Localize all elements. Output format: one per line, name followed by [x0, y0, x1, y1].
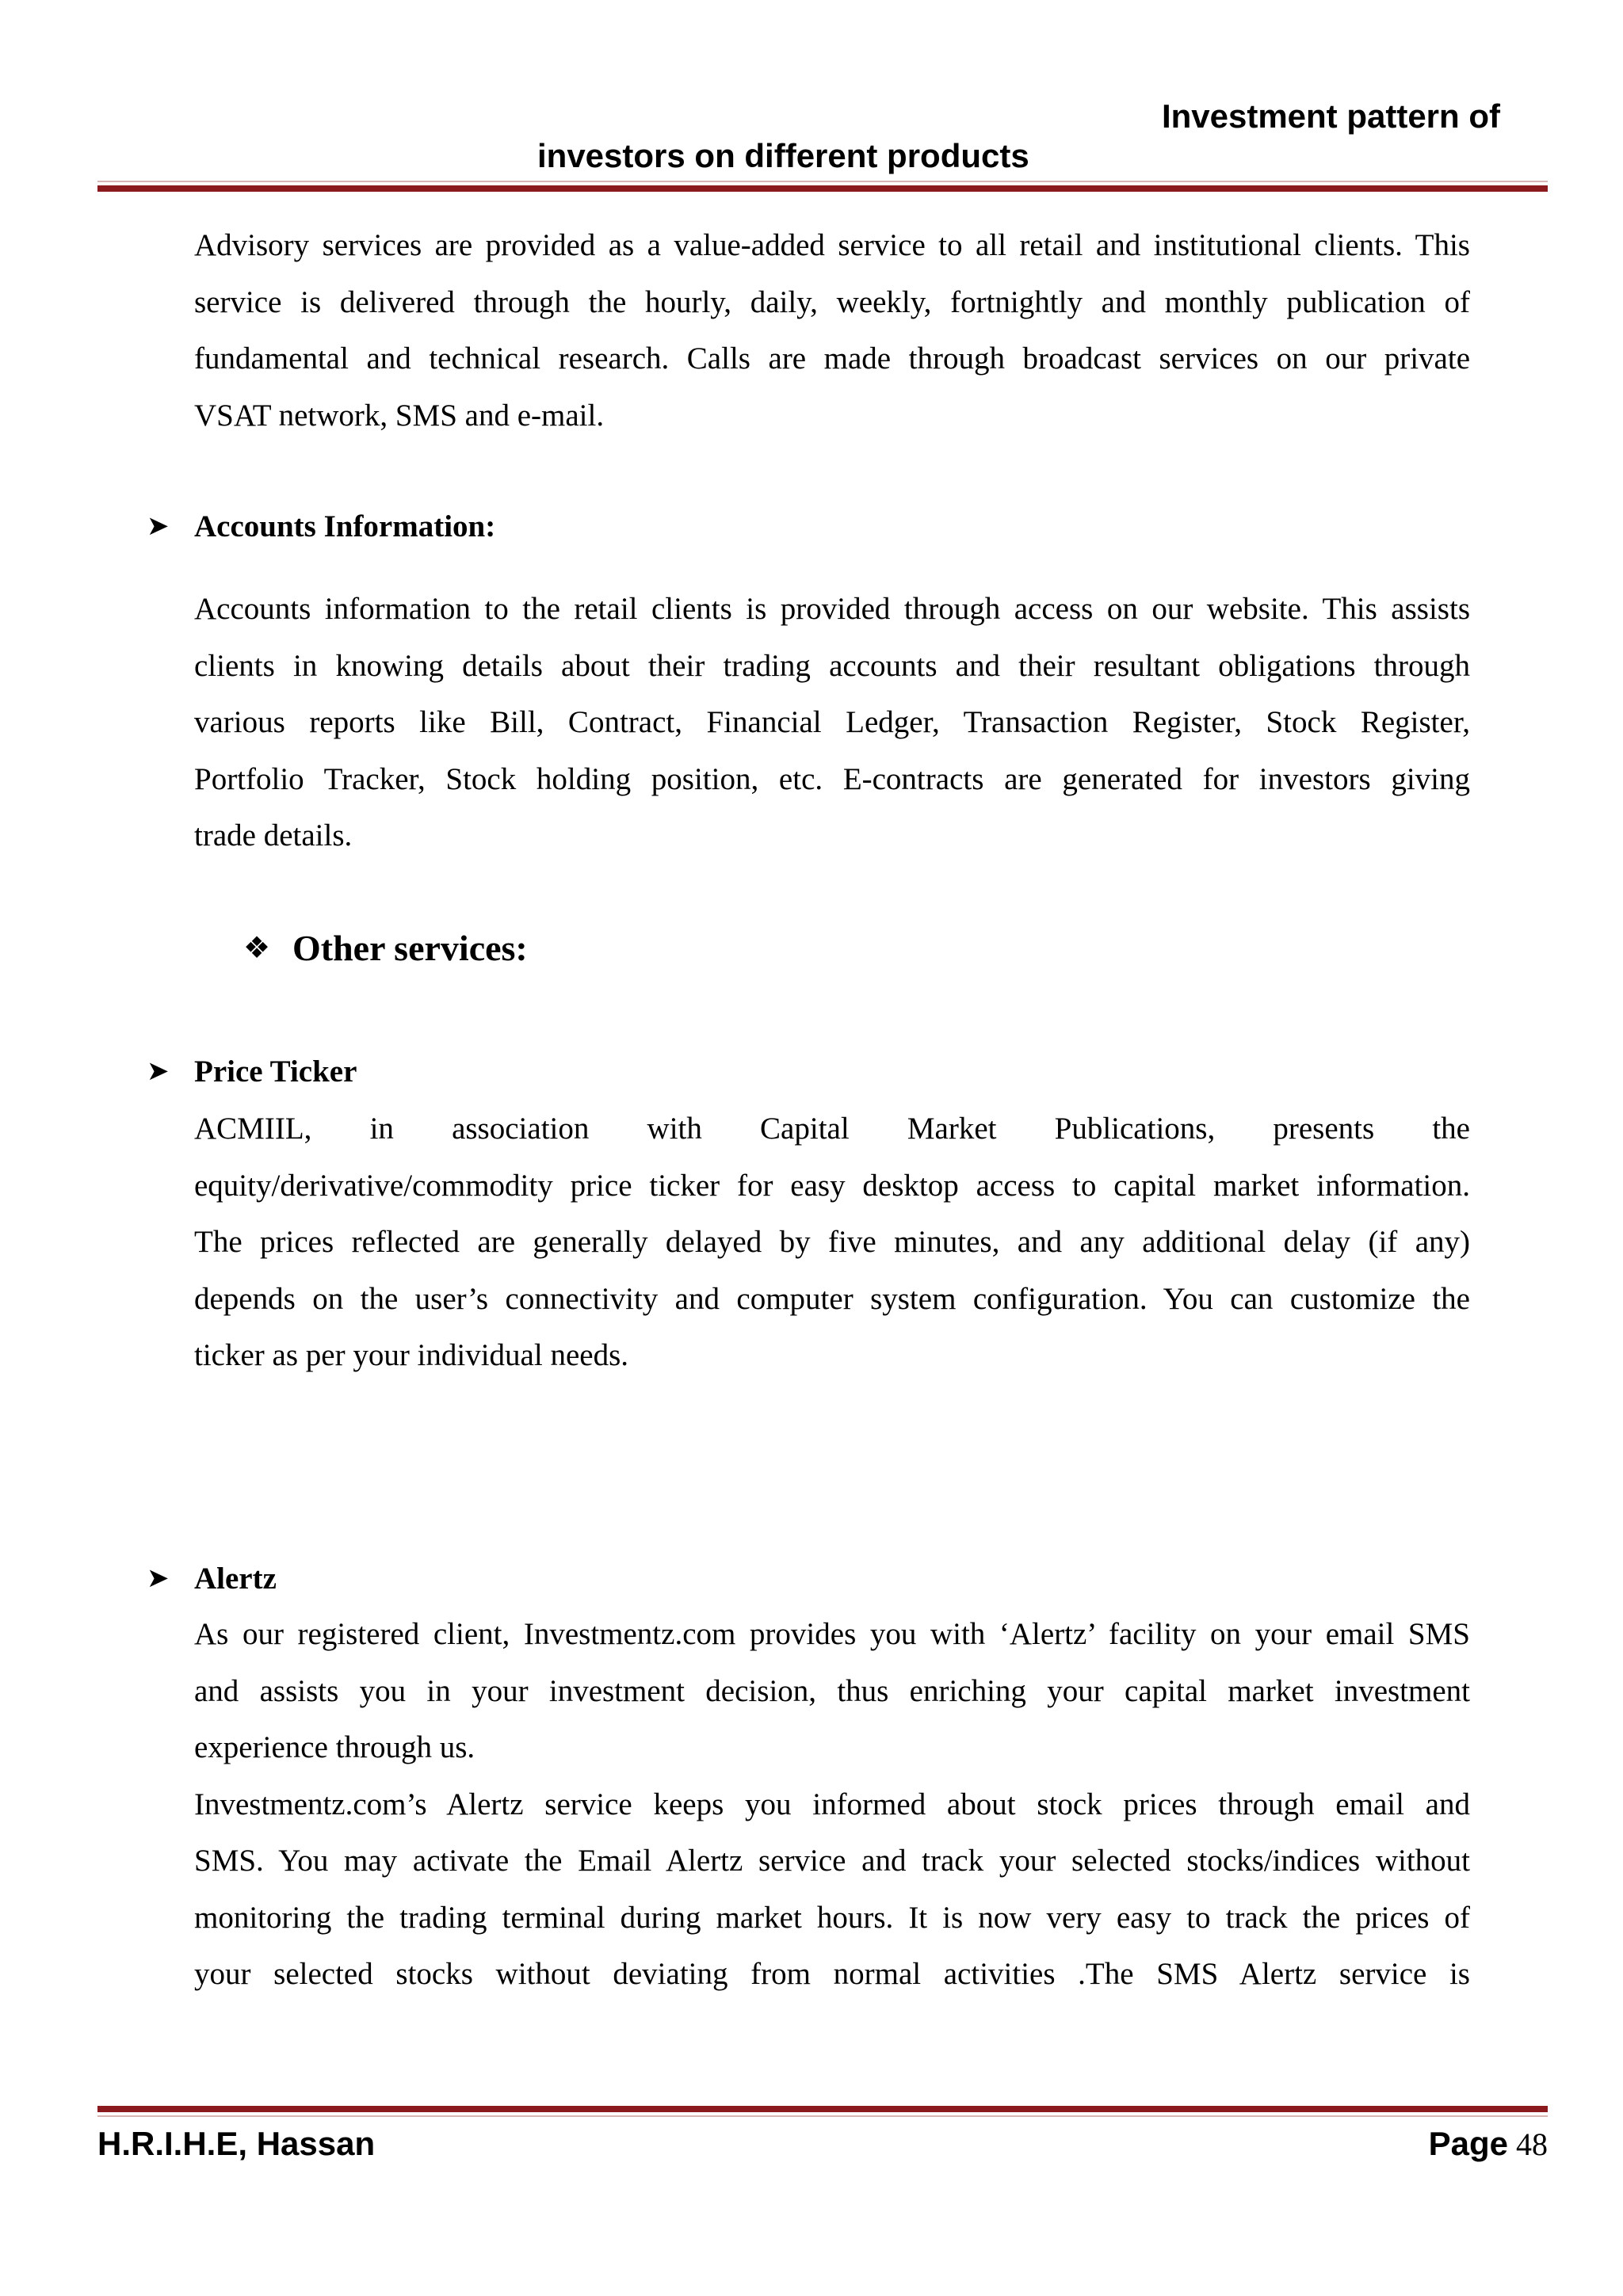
footer-institution: H.R.I.H.E, Hassan — [97, 2125, 376, 2162]
footer-rule-thin — [97, 2115, 1548, 2117]
paragraph-line: various reports like Bill, Contract, Financial Ledger, Transaction Register, Stock Register, — [194, 705, 1470, 739]
footer-page-label: Page — [1428, 2125, 1508, 2162]
paragraph-line: your selected stocks without deviating from normal activities .The SMS Alertz service is — [194, 1957, 1470, 1991]
price-ticker-heading — [147, 1047, 357, 1095]
paragraph-line: VSAT network, SMS and e-mail. — [194, 398, 605, 433]
paragraph-line: Investmentz.com’s Alertz service keeps you informed about stock prices through email and — [194, 1787, 1470, 1821]
paragraph-line: Advisory services are provided as a value-added service to all retail and institutional clients. This — [194, 228, 1470, 262]
footer-page-number: 48 — [1516, 2126, 1548, 2162]
alertz-paragraph — [194, 1606, 1470, 2003]
advisory-paragraph — [194, 217, 1470, 444]
alertz-heading-text: Alertz — [194, 1561, 277, 1596]
other-services-heading-text: Other services: — [292, 928, 528, 968]
accounts-heading-text: Accounts Information: — [194, 509, 496, 543]
paragraph-line: fundamental and technical research. Calls are made through broadcast services on our private — [194, 341, 1470, 376]
paragraph-line: ACMIIL, in association with Capital Market Publications, presents the — [194, 1112, 1470, 1146]
footer-page — [1429, 2122, 1548, 2174]
header-rule-thin — [97, 181, 1548, 182]
header-title-line1: Investment pattern of — [1161, 97, 1500, 135]
accounts-paragraph — [194, 581, 1470, 864]
four-diamond-icon: ❖ — [243, 932, 271, 965]
arrow-bullet-icon: ➤ — [147, 1564, 170, 1593]
paragraph-line: ticker as per your individual needs. — [194, 1338, 628, 1372]
paragraph-line: Portfolio Tracker, Stock holding position, etc. E-contracts are generated for investors giving — [194, 761, 1470, 796]
paragraph-line: depends on the user’s connectivity and computer system configuration. You can customize the — [194, 1281, 1470, 1316]
price-ticker-heading-text: Price Ticker — [194, 1054, 357, 1089]
footer-rule-thick — [97, 2106, 1548, 2112]
paragraph-line: As our registered client, Investmentz.com provides you with ‘Alertz’ facility on your email SMS — [194, 1617, 1470, 1651]
paragraph-line: monitoring the trading terminal during market hours. It is now very easy to track the prices of — [194, 1900, 1470, 1935]
header-title-line2: investors on different products — [537, 137, 1029, 174]
other-services-heading — [243, 927, 528, 969]
paragraph-line: and assists you in your investment decision, thus enriching your capital market investment — [194, 1673, 1470, 1708]
arrow-bullet-icon: ➤ — [147, 1057, 170, 1086]
header-rule-thick — [97, 185, 1548, 192]
paragraph-line: service is delivered through the hourly, daily, weekly, fortnightly and monthly publication of — [194, 284, 1470, 319]
paragraph-line: Accounts information to the retail clients is provided through access on our website. This assists — [194, 592, 1470, 626]
paragraph-line: trade details. — [194, 818, 353, 852]
price-ticker-paragraph — [194, 1100, 1470, 1384]
paragraph-line: SMS. You may activate the Email Alertz service and track your selected stocks/indices without — [194, 1844, 1470, 1878]
alertz-heading — [147, 1554, 277, 1602]
paragraph-line: clients in knowing details about their trading accounts and their resultant obligations through — [194, 648, 1470, 683]
arrow-bullet-icon: ➤ — [147, 512, 170, 541]
paragraph-line: The prices reflected are generally delayed by five minutes, and any additional delay (if any) — [194, 1225, 1470, 1259]
accounts-heading — [147, 502, 495, 550]
paragraph-line: equity/derivative/commodity price ticker for easy desktop access to capital market information. — [194, 1168, 1470, 1203]
paragraph-line: experience through us. — [194, 1730, 475, 1764]
